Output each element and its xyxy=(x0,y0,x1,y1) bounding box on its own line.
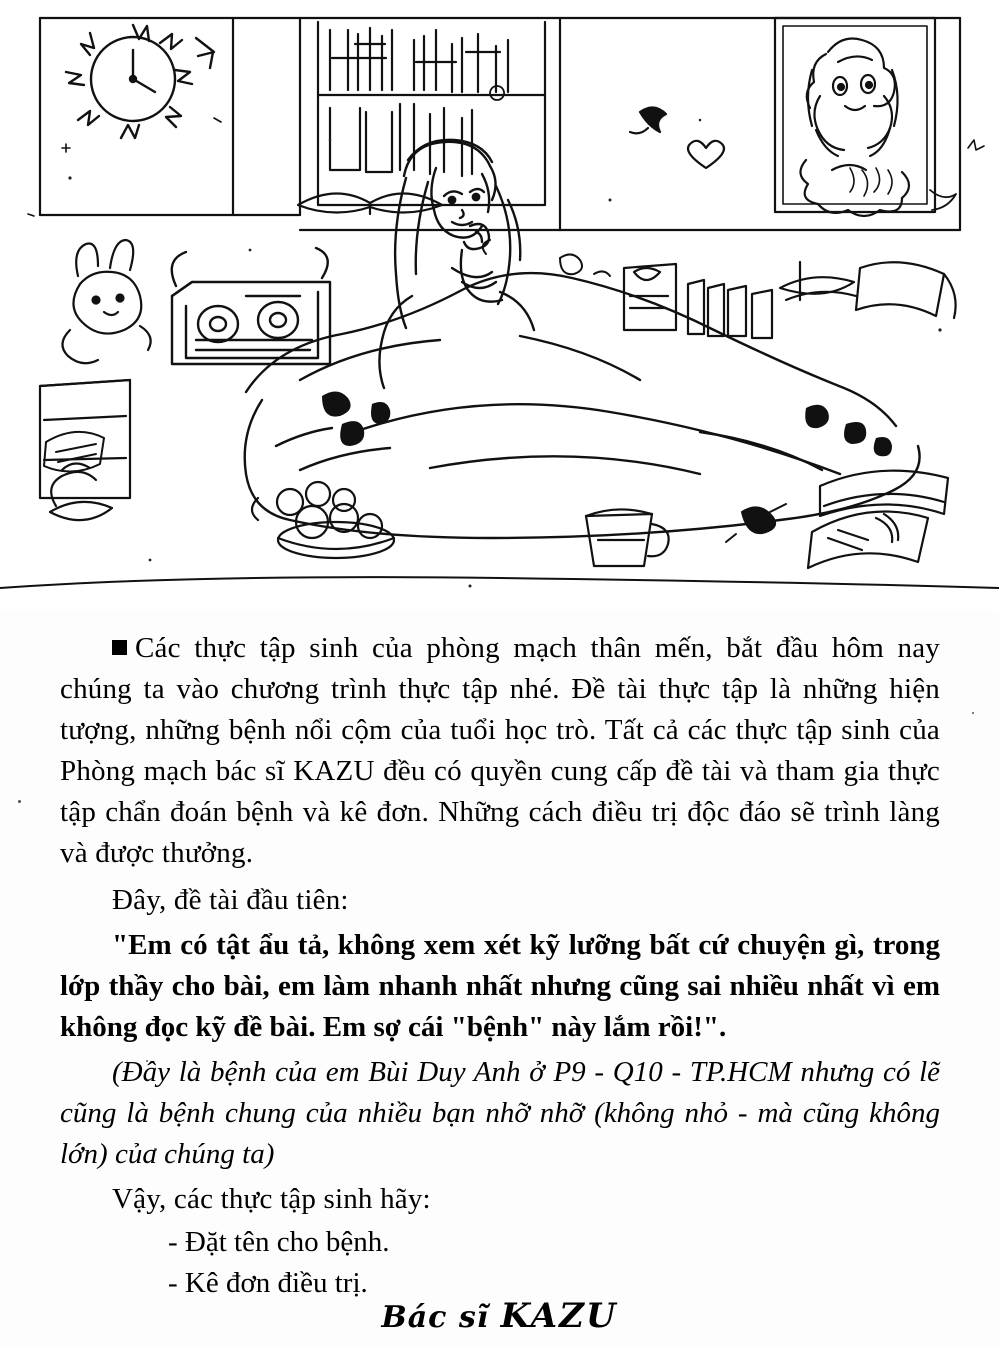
intro-paragraph-text: Các thực tập sinh của phòng mạch thân mến, bắt đầu hôm nay chúng ta vào chương trình thực tập nhé. Đề tài thực tập là những hiện tượng, những bệnh nổi cộm của tuổi học trò. Tất cả các thực tập sinh của Phòng mạch bác sĩ KAZU đều có quyền cung cấp đề tài và tham gia thực tập chẩn đoán bệnh và kê đơn. Những cách điều trị độc đáo sẽ trình làng và được thưởng. xyxy=(60,632,940,869)
task-item-1: - Đặt tên cho bệnh. xyxy=(168,1226,390,1258)
square-bullet-icon xyxy=(112,640,127,655)
illustration-drawing xyxy=(0,0,999,610)
illustration xyxy=(0,0,999,610)
intro-paragraph xyxy=(60,628,940,874)
signature xyxy=(0,1296,999,1336)
signature-name: KAZU xyxy=(500,1296,618,1336)
editor-note: (Đây là bệnh của em Bùi Duy Anh ở P9 - Q10 - TP.HCM nhưng có lẽ cũng là bệnh chung của nhiều bạn nhỡ nhỡ (không nhỏ - mà cũng không lớn) của chúng ta) xyxy=(60,1056,940,1170)
page-speck xyxy=(972,712,974,714)
lead-in-line: Đây, đề tài đầu tiên: xyxy=(112,884,349,916)
task-item-2: - Kê đơn điều trị. xyxy=(168,1267,368,1299)
article-body xyxy=(60,628,940,1304)
closing-line: Vậy, các thực tập sinh hãy: xyxy=(112,1183,431,1215)
page-speck xyxy=(18,800,21,803)
signature-title: Bác sĩ xyxy=(381,1300,490,1335)
quoted-letter: "Em có tật ẩu tả, không xem xét kỹ lưỡng bất cứ chuyện gì, trong lớp thầy cho bài, em làm nhanh nhất nhưng cũng sai nhiều nhất vì em không đọc kỹ đề bài. Em sợ cái "bệnh" này lắm rồi!". xyxy=(60,929,940,1043)
